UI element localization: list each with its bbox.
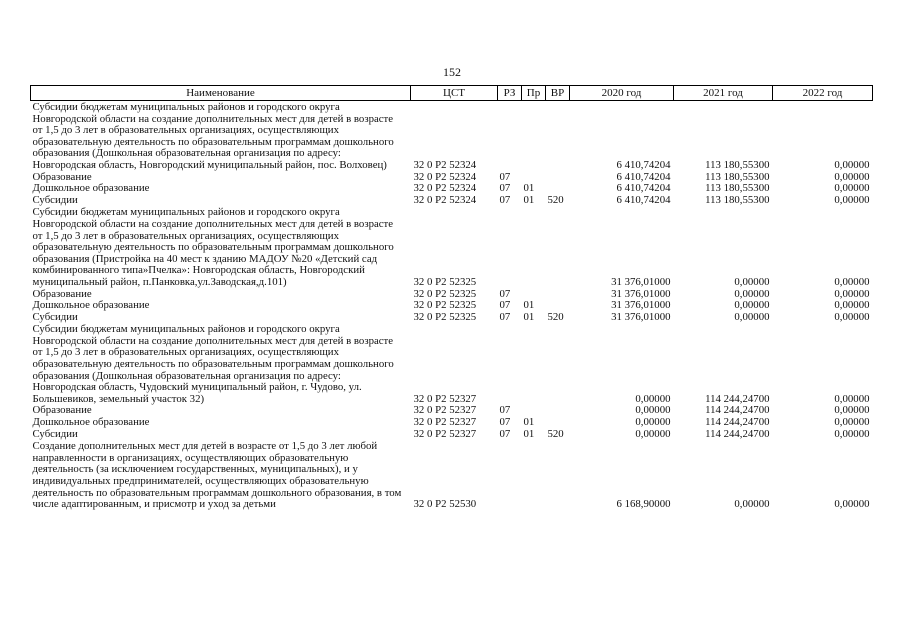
row-2021: 113 180,55300 [705,182,770,195]
row-2022: 0,00000 [834,275,870,288]
row-pr [522,101,546,172]
table-row [31,417,873,429]
row-name: Образование [32,287,92,300]
row-2020: 31 376,01000 [611,287,671,300]
row-name: Субсидии бюджетам муниципальных районов и городского округа Новгородской области на создание дополнительных мест для детей в возрасте от 1,5 до 3 лет в образовательных организациях, осуществляющих образовательную деятельность по образовательным программам дошкольного образования (Дошкольная образовательная организация по адресу: Новгородская область, Новгородский муниципальный район, пос. Волховец) [32,101,394,171]
row-name: Образование [32,170,92,183]
header-2021: 2021 год [674,86,773,101]
row-2021: 114 244,24700 [705,416,770,429]
row-cst: 32 0 P2 52325 [413,310,477,323]
row-cst: 32 0 P2 52327 [413,416,477,429]
row-name: Дошкольное образование [32,182,150,195]
row-2020: 6 168,90000 [616,498,671,511]
row-rz [498,440,522,511]
header-vr: ВР [546,86,570,101]
row-cst: 32 0 P2 52325 [413,287,477,300]
row-2022: 0,00000 [834,392,870,405]
row-pr: 01 [523,193,535,206]
row-rz [498,206,522,288]
row-2020: 0,00000 [635,392,671,405]
table-row [31,183,873,195]
row-2020: 6 410,74204 [616,158,671,171]
row-name: Субсидии бюджетам муниципальных районов и городского округа Новгородской области на создание дополнительных мест для детей в возрасте от 1,5 до 3 лет в образовательных организациях, осуществляющих образовательную деятельность по образовательным программам дошкольного образования (Пристройка на 40 мест к зданию МАДОУ №20 «Детский сад комбинированного типа»Пчелка»: Новгородская область, Новгородский муниципальный район, п.Панковка,ул.Заводская,д.101) [32,206,394,288]
row-2022: 0,00000 [834,498,870,511]
row-cst: 32 0 P2 52324 [413,170,477,183]
header-rz: РЗ [498,86,522,101]
row-cst: 32 0 P2 52324 [413,158,477,171]
row-name: Субсидии [32,310,78,323]
row-2022: 0,00000 [834,182,870,195]
row-cst: 32 0 P2 52327 [413,427,477,440]
row-2022: 0,00000 [834,427,870,440]
row-rz: 07 [499,416,511,429]
row-2022: 0,00000 [834,287,870,300]
row-vr [546,440,570,511]
row-name: Создание дополнительных мест для детей в возрасте от 1,5 до 3 лет любой направленности в организациях, осуществляющих образовательную деятельность (за исключением государственных, муниципальных), и у индивидуальных предпринимателей, осуществляющих образовательную деятельность по образовательным программам дошкольного образования, в том числе адаптированным, и присмотр и уход за детьми [32,440,402,511]
header-2022: 2022 год [773,86,873,101]
row-rz: 07 [499,170,511,183]
row-2020: 6 410,74204 [616,170,671,183]
row-2022: 0,00000 [834,310,870,323]
row-name: Образование [32,404,92,417]
table-row [31,429,873,441]
row-2021: 0,00000 [734,287,770,300]
row-pr: 01 [523,299,535,312]
row-pr [522,206,546,288]
row-cst: 32 0 P2 52325 [413,275,477,288]
row-vr [546,405,570,417]
row-vr [546,172,570,184]
row-cst: 32 0 P2 52325 [413,299,477,312]
row-cst: 32 0 P2 52327 [413,404,477,417]
row-rz [498,101,522,172]
row-2022: 0,00000 [834,416,870,429]
row-pr: 01 [523,416,535,429]
row-2021: 113 180,55300 [705,170,770,183]
header-name: Наименование [31,86,411,101]
row-2022: 0,00000 [834,170,870,183]
row-rz: 07 [499,404,511,417]
row-cst: 32 0 P2 52324 [413,193,477,206]
row-2020: 0,00000 [635,416,671,429]
table-row [31,440,873,511]
row-pr [522,440,546,511]
row-2020: 0,00000 [635,427,671,440]
page-number: 152 [443,65,461,79]
row-2020: 6 410,74204 [616,193,671,206]
row-vr [546,289,570,301]
row-pr [522,323,546,405]
row-2020: 6 410,74204 [616,182,671,195]
row-name: Субсидии бюджетам муниципальных районов и городского округа Новгородской области на создание дополнительных мест для детей в возрасте от 1,5 до 3 лет в образовательных организациях, осуществляющих образовательную деятельность по образовательным программам дошкольного образования (Дошкольная образовательная организация по адресу: Новгородская область, Чудовский муниципальный район, г. Чудово, ул. Большевиков, земельный участок 32) [32,323,394,405]
row-2021: 0,00000 [734,498,770,511]
row-2021: 0,00000 [734,275,770,288]
row-rz: 07 [499,310,511,323]
row-vr [546,101,570,172]
row-pr: 01 [523,427,535,440]
row-vr: 520 [547,310,564,323]
row-2022: 0,00000 [834,193,870,206]
row-2022: 0,00000 [834,158,870,171]
row-cst: 32 0 P2 52327 [413,392,477,405]
row-2021: 0,00000 [734,310,770,323]
row-vr [546,323,570,405]
row-2020: 31 376,01000 [611,275,671,288]
row-rz: 07 [499,193,511,206]
row-rz: 07 [499,182,511,195]
row-vr: 520 [547,427,564,440]
row-2021: 0,00000 [734,299,770,312]
table-header-row [31,86,873,101]
table-row [31,300,873,312]
row-2020: 31 376,01000 [611,310,671,323]
row-name: Дошкольное образование [32,416,150,429]
row-vr: 520 [547,193,564,206]
row-2020: 0,00000 [635,404,671,417]
row-2021: 113 180,55300 [705,193,770,206]
table-row [31,206,873,288]
row-cst: 32 0 P2 52530 [413,498,477,511]
row-2020: 31 376,01000 [611,299,671,312]
row-vr [546,300,570,312]
row-name: Субсидии [32,193,78,206]
row-vr [546,206,570,288]
header-2020: 2020 год [570,86,674,101]
row-cst: 32 0 P2 52324 [413,182,477,195]
row-vr [546,417,570,429]
row-rz: 07 [499,427,511,440]
table-row [31,312,873,324]
row-rz: 07 [499,287,511,300]
row-name: Субсидии [32,427,78,440]
row-2021: 114 244,24700 [705,392,770,405]
row-rz: 07 [499,299,511,312]
header-pr: Пр [522,86,546,101]
header-cst: ЦСТ [411,86,498,101]
table-row [31,195,873,207]
row-rz [498,323,522,405]
row-name: Дошкольное образование [32,299,150,312]
row-pr: 01 [523,310,535,323]
row-2021: 114 244,24700 [705,404,770,417]
table-row [31,323,873,405]
row-pr: 01 [523,182,535,195]
row-2022: 0,00000 [834,299,870,312]
row-2021: 113 180,55300 [705,158,770,171]
row-vr [546,183,570,195]
budget-table [30,85,873,511]
table-row [31,101,873,172]
row-2021: 114 244,24700 [705,427,770,440]
row-2022: 0,00000 [834,404,870,417]
